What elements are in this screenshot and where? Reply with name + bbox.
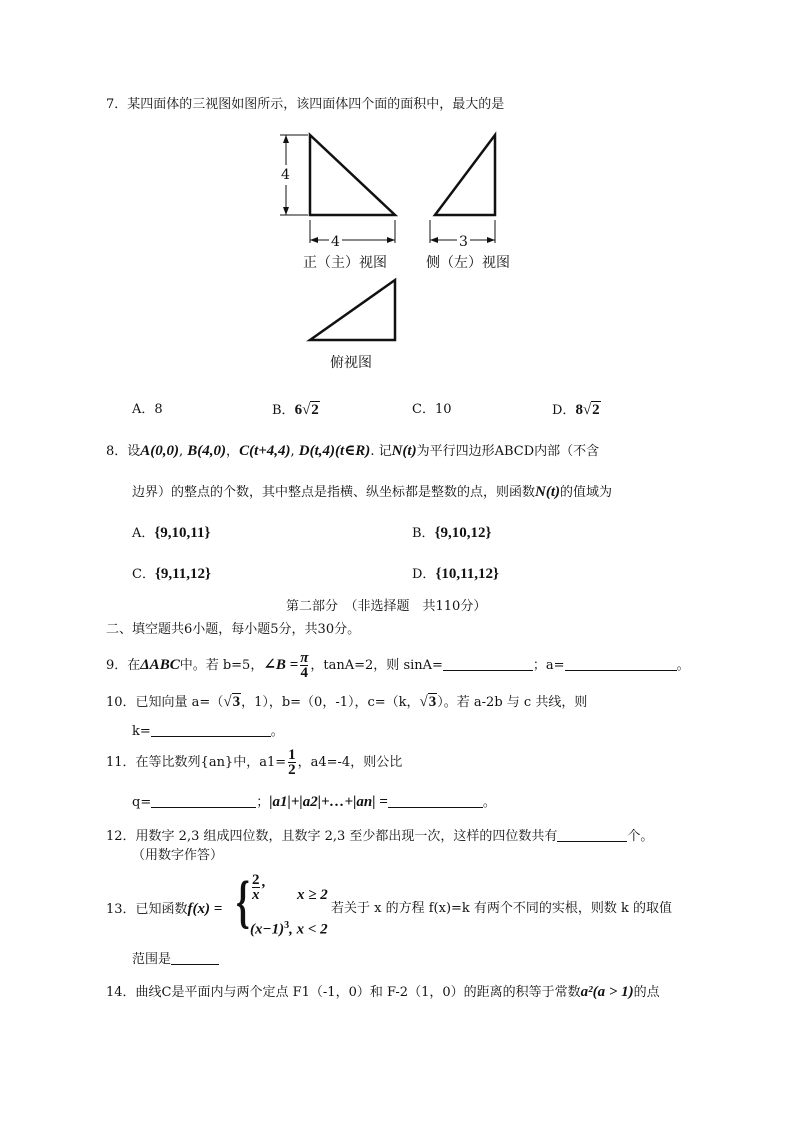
q8-option-c: C．{9,11,12} (132, 566, 211, 582)
q7-option-b: B．6√2 (272, 402, 319, 418)
q11-line1: 11．在等比数列{an}中，a1= $\frac{1}{2}$ ，a4=-4，则公比 (106, 747, 403, 778)
q8-option-d: D．{10,11,12} (412, 566, 499, 582)
q8-line2: 边界）的整点的个数，其中整点是指横、纵坐标都是整数的点，则函数N(t)的值域为 (132, 484, 613, 500)
part2-title: 第二部分 （非选择题 共110分） (286, 599, 487, 614)
q8-option-a: A．{9,10,11} (132, 525, 211, 541)
side-view-caption: 侧（左）视图 (426, 255, 510, 271)
q9-sinA-blank[interactable] (443, 658, 533, 671)
side-dim-label: 3 (459, 234, 468, 250)
q11-line2: q= ；|a1|+|a2|+…+|an| = 。 (132, 794, 496, 810)
front-dim-label: 4 (331, 234, 340, 250)
q9-a-blank[interactable] (565, 658, 677, 671)
q8-option-b: B．{9,10,12} (412, 525, 492, 541)
q13-range-blank[interactable] (171, 952, 219, 965)
q10-k-blank[interactable] (151, 724, 271, 737)
q10-line1: 10．已知向量 a=（√3，1），b=（0，-1），c=（k，√3）。若 a-2b 与 c 共线，则 (106, 694, 588, 710)
q10-line2: k= 。 (132, 724, 284, 739)
section-fill-in: 二、填空题共6小题，每小题5分，共30分。 (106, 622, 361, 637)
q12-line2: （用数字作答） (132, 848, 224, 863)
q13-case-bottom: $(x-1)^3$, x < 2 (250, 920, 328, 938)
q13-case-top: $\frac{2}{x}$ , (252, 872, 266, 903)
q7-stem: 7．某四面体的三视图如图所示，该四面体四个面的面积中，最大的是 (106, 97, 505, 112)
q13-line2: 范围是 (132, 951, 219, 969)
front-height-label: 4 (281, 167, 290, 183)
q11-sum-blank[interactable] (388, 795, 483, 808)
q7-option-c: C．10 (412, 402, 452, 417)
q11-q-blank[interactable] (151, 795, 256, 808)
q9-line: 9．在ΔABC中。若 b=5，∠B = $\frac{\pi}{4}$ ，tanA=2，则 sinA= ；a= 。 (106, 650, 690, 681)
q12-line1: 12．用数字 2,3 组成四位数，且数字 2,3 至少都出现一次，这样的四位数共有 个。 (106, 829, 654, 844)
top-view-caption: 俯视图 (330, 355, 372, 371)
q13-tail: 若关于 x 的方程 f(x)=k 有两个不同的实根，则数 k 的取值 (331, 901, 673, 916)
q13-prefix: 13．已知函数f(x) = (106, 901, 223, 917)
q13-case-top-cond: x ≥ 2 (297, 887, 328, 903)
q8-line1: 8．设A(0,0), B(4,0)，C(t+4,4), D(t,4)(t∈R). 记N(t)为平行四边形ABCD内部（不含 (106, 443, 600, 459)
q12-count-blank[interactable] (557, 829, 627, 842)
front-view-caption: 正（主）视图 (303, 255, 387, 271)
three-view-figure (270, 125, 540, 380)
q7-option-a: A．8 (132, 402, 163, 417)
q7-option-d: D．8√2 (552, 402, 600, 418)
q13-brace: { (236, 869, 250, 934)
q14-line1: 14．曲线C是平面内与两个定点 F1（-1，0）和 F-2（1，0）的距离的积等于常数a²(a > 1)的点 (106, 984, 660, 1000)
